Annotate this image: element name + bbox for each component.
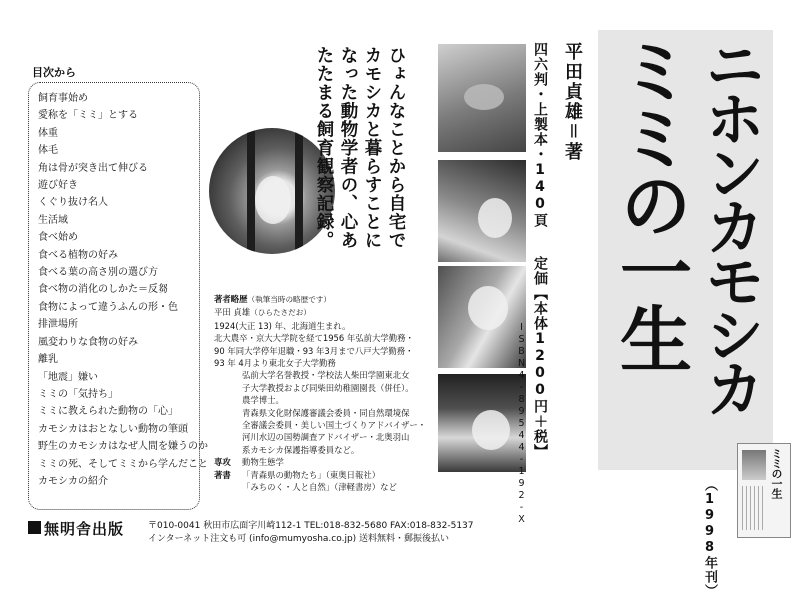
serow-standing-photo [438, 44, 526, 152]
tagline [312, 46, 408, 314]
toc-item: 角は骨が突き出て伸びる [38, 162, 148, 174]
toc-item: ミミの死、そしてミミから学んだこと [38, 458, 208, 470]
publisher-logo [28, 521, 41, 534]
toc-item: くぐり抜け名人 [38, 197, 108, 209]
author-name: 平田 貞雄 [214, 307, 251, 318]
author-reading: （ひらたさだお） [250, 308, 311, 318]
toc-item: 生活域 [38, 214, 68, 226]
tagline-line: カモシカと暮らすことに [362, 46, 382, 250]
toc-item: 遊び好き [38, 180, 78, 192]
toc-item: 飼育事始め [38, 93, 88, 104]
book-author: 平田貞雄＝著 [562, 42, 583, 162]
toc-item: カモシカの紹介 [38, 475, 108, 487]
works-item: 「青森県の動物たち」（東奥日報社） [242, 469, 381, 480]
toc-item: ミミの「気持ち」 [38, 388, 118, 400]
profile-line: 系カモシカ保護指導委員など。 [242, 444, 360, 455]
publisher-name: 無明舎出版 [44, 520, 125, 538]
profile-line: 弘前大学名誉教授・学校法人柴田学園東北女 [242, 370, 410, 381]
toc-item: 食べ物の消化のしかた＝反芻 [38, 284, 168, 296]
profile-line: 農学博士。 [242, 395, 284, 406]
profile-line: 90 年同大学停年退職・93 年3月まで八戸大学勤務・ [214, 345, 414, 356]
works-item: 「みちのく・人と自然」（津軽書房）など [242, 482, 397, 493]
serow-feeding-photo [438, 160, 526, 262]
profile-line: 青森県文化財保護審議会委員・同自然環境保 [242, 407, 410, 418]
cover-text-lines [742, 486, 766, 530]
toc-item: 野生のカモシカはなぜ人間を嫌うのか [38, 441, 208, 453]
tagline-line: なった動物学者の、心あ [338, 46, 358, 250]
toc-item: 風変わりな食物の好み [38, 336, 138, 348]
profile-line: 1924(大正 13) 年、北海道生まれ。 [214, 320, 351, 331]
profile-line: 子大学教授および同柴田幼稚園園長（併任）。 [242, 382, 414, 393]
publication-year: （1998年刊） [702, 478, 717, 598]
works-label: 著書 [214, 469, 231, 480]
toc-item: 食べる葉の高さ別の選び方 [38, 267, 158, 279]
toc-item: カモシカはおとなしい動物の筆頭 [38, 423, 188, 435]
profile-note: （執筆当時の略歴です） [247, 295, 332, 304]
serow-outdoor-photo [438, 266, 526, 368]
specialty-value: 動物生態学 [242, 457, 284, 468]
author-profile [214, 293, 436, 494]
profile-line: 河川水辺の国勢調査アドバイザー・北奥羽山 [242, 432, 410, 443]
book-format: 四六判・上製本・140頁 [532, 42, 548, 228]
toc-item: 排泄場所 [38, 319, 78, 331]
book-subtitle: ニホンカモシカ [695, 34, 765, 412]
profile-heading: 著者略歴 [214, 294, 248, 304]
toc-list [38, 90, 208, 490]
toc-item: ミミに教えられた動物の「心」 [38, 406, 178, 418]
specialty-label: 専攻 [214, 457, 231, 468]
tagline-line: たたまる飼育観察記録。 [314, 46, 334, 250]
profile-line: 全審議会委員・美しい国土づくりアドバイザー・ [242, 420, 427, 431]
toc-item: 「地震」嫌い [38, 371, 98, 383]
book-cover-image [737, 443, 791, 538]
publisher-order-info: インターネット注文も可 (info@mumyosha.co.jp) 送料無料・郵振後払い [148, 534, 450, 544]
profile-line: 北大農卒・京大大学院を経て1956 年弘前大学勤務・ [214, 333, 414, 344]
cover-title: ミミの一生 [770, 448, 783, 498]
toc-item: 離乳 [38, 354, 58, 366]
toc-item: 食べ始め [38, 232, 78, 244]
book-title: ミミの一生 [608, 34, 692, 369]
publisher-address: 〒010-0041 秋田市広面字川崎112-1 TEL:018-832-5680 FAX:018-832-5137 [148, 521, 474, 531]
toc-item: 食べる植物の好み [38, 249, 118, 261]
book-price: 定価【本体1200円＋税】 [532, 256, 548, 459]
cover-photo [742, 450, 766, 480]
book-isbn: ISBN4-89544-192-X [516, 322, 527, 526]
toc-heading: 目次から [32, 66, 76, 79]
tagline-line: ひょんなことから自宅で [386, 46, 406, 250]
profile-line: 93 年 4月より東北女子大学勤務 [214, 358, 336, 369]
serow-held-photo [438, 374, 526, 472]
toc-item: 食物によって違うふんの形・色 [38, 301, 178, 313]
toc-item: 体毛 [38, 145, 58, 157]
toc-item: 体重 [38, 127, 58, 139]
toc-item: 愛称を「ミミ」とする [38, 110, 138, 122]
